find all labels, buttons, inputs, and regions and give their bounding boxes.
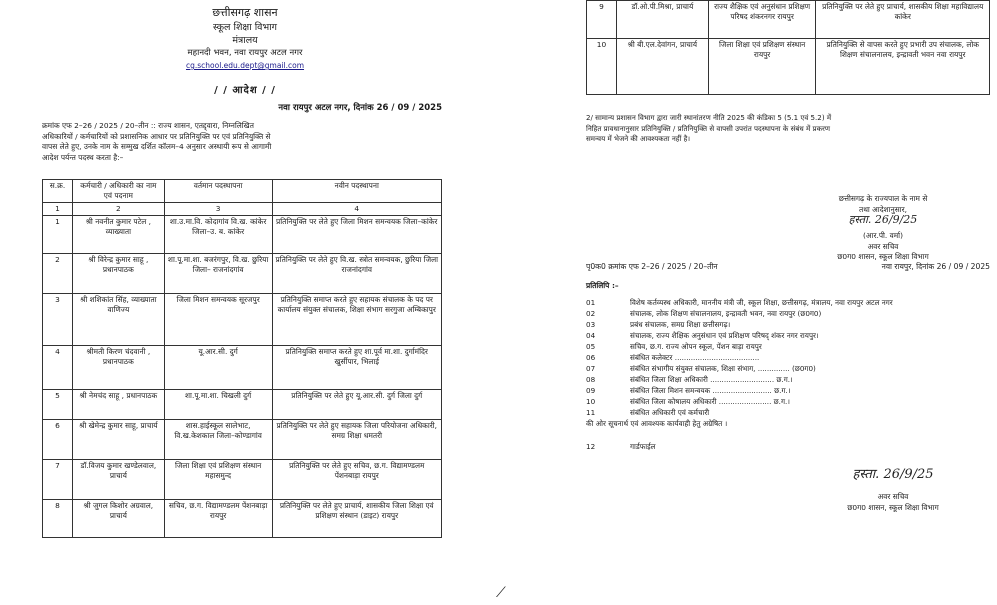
order-authority-line: तथा आदेशानुसार, [858,204,907,214]
new-posting-cell: प्रतिनियुक्ति पर लेते हुए सहायक जिला परियोजना अधिकारी, समग्र शिक्षा धमतरी [272,420,442,460]
endorsement-ref: पृ0क0 क्रमांक एफ 2–26 / 2025 / 20–तीन [586,262,718,271]
name-cell: श्री जुगल किशोर अग्रवाल, प्राचार्य [72,500,164,538]
policy-note [586,113,990,145]
list-item [586,319,990,330]
new-posting-cell: प्रतिनियुक्ति समाप्त करते हुए सहायक संचालक के पद पर कार्यालय संयुक्त संचालक, शिक्षा संभाग सरगुजा अम्बिकापुर [272,294,442,346]
signature-block-1 [778,194,988,263]
dept-heading: स्कूल शिक्षा विभाग [213,22,277,33]
intro-line: वापस लेते हुए, उनके नाम के सम्मुख दर्शित कॉलम–4 अनुसार अस्थायी रूप से आगामी [42,142,272,151]
current-posting-cell: जिला शिक्षा एवं प्रशिक्षण संस्थान महासमुन्द [164,460,272,500]
item-text: संचालक, लोक शिक्षण संचालनालय, इन्द्रावती भवन, नवा रायपुर (छ0ग0) [630,309,822,318]
name-cell: श्री नेमचंद साहू , प्रधानपाठक [72,390,164,420]
item-number: 10 [586,397,596,406]
item-text: संबंधित संभागीय संयुक्त संचालक, शिक्षा संभाग, .............. (छ0ग0) [630,364,816,373]
signatory-name: (आर.पी. वर्मा) [863,231,903,240]
list-item [586,352,990,363]
item-text: विशेष कर्तव्यस्थ अधिकारी, माननीय मंत्री जी, स्कूल शिक्षा, छत्तीसगढ़, मंत्रालय, नवा रायपुर अटल नगर [630,298,893,307]
name-cell: श्री खेमेन्द्र कुमार साहू, प्राचार्य [72,420,164,460]
intro-line: आदेश पर्यन्त पदस्थ करता है:– [42,152,124,162]
list-item [586,308,990,319]
list-item [586,374,990,385]
item-number: 04 [586,331,596,340]
item-text: प्रबंध संचालक, समग्र शिक्षा छत्तीसगढ़। [630,320,731,329]
item-text: सचिव, छ.ग. राज्य ओपन स्कूल, पेंशन बाड़ा रायपुर [630,342,762,351]
item-number: 02 [586,309,596,318]
note-line: समन्वय में भेजने की आवश्यकता नहीं है। [586,134,691,143]
transfer-table-continued [586,0,990,95]
gov-heading: छत्तीसगढ़ शासन [212,6,278,19]
signatory-dept: छ0ग0 शासन, स्कूल शिक्षा विभाग [847,502,939,512]
name-cell: श्री शशिकांत सिंह, व्याख्याता वाणिज्य [72,294,164,346]
list-item [586,385,990,396]
serial-cell: 8 [43,500,73,538]
table-row [43,460,442,500]
current-posting-cell: शा.पू.मा.शा. चिखली दुर्ग [164,390,272,420]
table-row [587,39,990,95]
serial-cell: 10 [587,39,617,95]
column-number: 4 [272,203,442,216]
item-number: 06 [586,353,596,362]
table-row [587,1,990,39]
current-posting-cell: राज्य शैक्षिक एवं अनुसंधान प्रशिक्षण परिषद शंकरनगर रायपुर [708,1,816,39]
order-page-2 [538,0,997,605]
note-line: 2/ सामान्य प्रशासन विभाग द्वारा जारी स्थानांतरण नीति 2025 की कंडिका 5 (5.1 एवं 5.2) में [586,113,832,122]
serial-cell: 5 [43,390,73,420]
serial-cell: 6 [43,420,73,460]
new-posting-cell: प्रतिनियुक्ति पर लेते हुए सचिव, छ.ग. विद्यामण्डलम पेंशनबाड़ा रायपुर [272,460,442,500]
table-row [43,346,442,390]
address-line: महानदी भवन, नवा रायपुर अटल नगर [187,48,303,58]
serial-cell: 2 [43,254,73,294]
item-text: संबंधित जिला शिक्षा अधिकारी ............................ छ.ग.। [630,375,793,384]
page-gutter [490,0,538,605]
name-cell: श्री बी.एल.देवांगन, प्राचार्य [616,39,708,95]
name-cell: डॉ.विजय कुमार खण्डेलवाल, प्राचार्य [72,460,164,500]
new-posting-cell: प्रतिनियुक्ति पर लेते हुए जिला मिशन समन्वयक जिला–कांकेर [272,216,442,254]
signature-scribble: हस्ता. 26/9/25 [852,467,934,482]
order-title: / / आदेश / / [214,85,276,96]
item-number: 12 [586,442,596,451]
item-text: संचालक, राज्य शैक्षिक अनुसंधान एवं प्रशिक्षण परिषद् शंकर नगर रायपुर। [630,331,819,340]
current-posting-cell: सचिव, छ.ग. विद्यामण्डलम पेंशनबाड़ा रायपुर [164,500,272,538]
item-number: 11 [586,408,596,417]
name-cell: श्री नवनीत कुमार पटेल , व्याख्याता [72,216,164,254]
email-link-wrap [0,59,490,72]
new-posting-cell: प्रतिनियुक्ति पर लेते हुए यू.आर.सी. दुर्ग जिला दुर्ग [272,390,442,420]
column-header: स.क्र. [43,180,73,203]
signatory-designation: अवर सचिव [867,241,899,251]
note-line: निहित प्रावधानानुसार प्रतिनियुक्ति / प्रतिनियुक्ति से वापसी उपरांत पदस्थापना के संबंध में प्रकरण [586,123,831,133]
order-intro [42,121,442,163]
item-number: 03 [586,320,596,329]
copy-list [586,297,990,452]
column-number: 3 [164,203,272,216]
column-number: 1 [43,203,73,216]
new-posting-cell: प्रतिनियुक्ति पर लेते हुए वि.ख. स्त्रोत समन्वयक, छुरिया जिला राजनांदगांव [272,254,442,294]
current-posting-cell: शा.पू.मा.शा. बजरंगपुर, वि.ख. छुरिया जिला– राजनांदगांव [164,254,272,294]
current-posting-cell: शास.हाईस्कूल सालेभाट, वि.ख.केशकाल जिला–कोण्डागांव [164,420,272,460]
column-header: वर्तमान पदस्थापना [164,180,272,203]
list-item [586,363,990,374]
email-link[interactable]: cg.school.edu.dept@gmail.com [185,61,305,70]
item-text: गार्डफाईल [630,442,656,451]
signatory-designation: अवर सचिव [877,492,909,501]
order-date: नवा रायपुर अटल नगर, दिनांक 26 / 09 / 2025 [278,103,442,113]
list-item [586,297,990,308]
table-header-row [43,180,442,203]
item-text: संबंधित जिला कोषालय अधिकारी ....................... छ.ग.। [630,397,791,406]
signature-block-2 [798,467,988,513]
current-posting-cell: यू.आर.सी. दुर्ग [164,346,272,390]
item-text: संबंधित कलेक्टर ..................................... [630,353,760,362]
column-number: 2 [72,203,164,216]
copy-to-label: प्रतिलिपि :– [586,281,619,290]
signature-scribble: हस्ता. 26/9/25 [848,213,918,226]
governor-line: छत्तीसगढ़ के राज्यपाल के नाम से [838,194,928,203]
margin-scribble-icon: ⟋ [496,585,506,601]
new-posting-cell: प्रतिनियुक्ति से वापस करते हुए प्रभारी उप संचालक, लोक शिक्षण संचालनालय, इन्द्रावती भवन नवा रायपुर [816,39,990,95]
forward-note: की ओर सूचनार्थ एवं आवश्यक कार्यवाही हेतु अग्रेषित । [586,419,728,428]
table-row [43,294,442,346]
item-number: 09 [586,386,596,395]
table-row [43,500,442,538]
endorsement-date: नवा रायपुर, दिनांक 26 / 09 / 2025 [881,262,990,271]
list-item [586,341,990,352]
item-text: संबंधित जिला मिशन समन्वयक .......................... छ.ग.। [630,386,791,395]
table-row [43,390,442,420]
item-number: 01 [586,298,596,307]
item-text: संबंधित अधिकारी एवं कर्मचारी [630,408,710,417]
intro-line: अधिकारियों / कर्मचारियों को प्रशासनिक आधार पर प्रतिनियुक्ति पर एवं प्रतिनियुक्ति से [42,131,271,141]
name-cell: श्रीमती किरण चंदवानी , प्रधानपाठक [72,346,164,390]
new-posting-cell: प्रतिनियुक्ति समाप्त करते हुए शा.पूर्व मा.शा. दुर्गामंदिर खुर्सीपार, भिलाई [272,346,442,390]
table-row [43,254,442,294]
serial-cell: 4 [43,346,73,390]
table-row [43,420,442,460]
column-header: नवीन पदस्थापना [272,180,442,203]
list-item [586,441,990,452]
item-number: 08 [586,375,596,384]
current-posting-cell: जिला शिक्षा एवं प्रशिक्षण संस्थान रायपुर [708,39,816,95]
order-page-1 [0,0,490,605]
transfer-table [42,179,442,538]
intro-line: क्रमांक एफ 2–26 / 2025 / 20–तीन :: राज्य शासन, एतद्द्वारा, निम्नलिखित [42,121,254,130]
new-posting-cell: प्रतिनियुक्ति पर लेते हुए प्राचार्य, शासकीय जिला शिक्षा एवं प्रशिक्षण संस्थान (डाइट) रायपुर [272,500,442,538]
list-item [586,407,990,418]
serial-cell: 7 [43,460,73,500]
serial-cell: 3 [43,294,73,346]
new-posting-cell: प्रतिनियुक्ति पर लेते हुए प्राचार्य, शासकीय शिक्षा महाविद्यालय कांकेर [816,1,990,39]
signatory-dept: छ0ग0 शासन, स्कूल शिक्षा विभाग [837,252,929,261]
item-number: 07 [586,364,596,373]
serial-cell: 1 [43,216,73,254]
endorsement-header [586,262,990,273]
current-posting-cell: जिला मिशन समन्वयक सूरजपुर [164,294,272,346]
table-row [43,216,442,254]
current-posting-cell: शा.उ.मा.वि. कोदागांव वि.ख. कांकेर जिला–उ. ब. कांकेर [164,216,272,254]
list-item [586,396,990,407]
item-number: 05 [586,342,596,351]
ministry-heading: मंत्रालय [232,35,258,46]
list-item [586,330,990,341]
table-number-row [43,203,442,216]
column-header: कर्मचारी / अधिकारी का नाम एवं पदनाम [72,180,164,203]
serial-cell: 9 [587,1,617,39]
name-cell: श्री विरेन्द्र कुमार साहू , प्रधानपाठक [72,254,164,294]
name-cell: डॉ.ओ.पी.मिश्रा, प्राचार्य [616,1,708,39]
